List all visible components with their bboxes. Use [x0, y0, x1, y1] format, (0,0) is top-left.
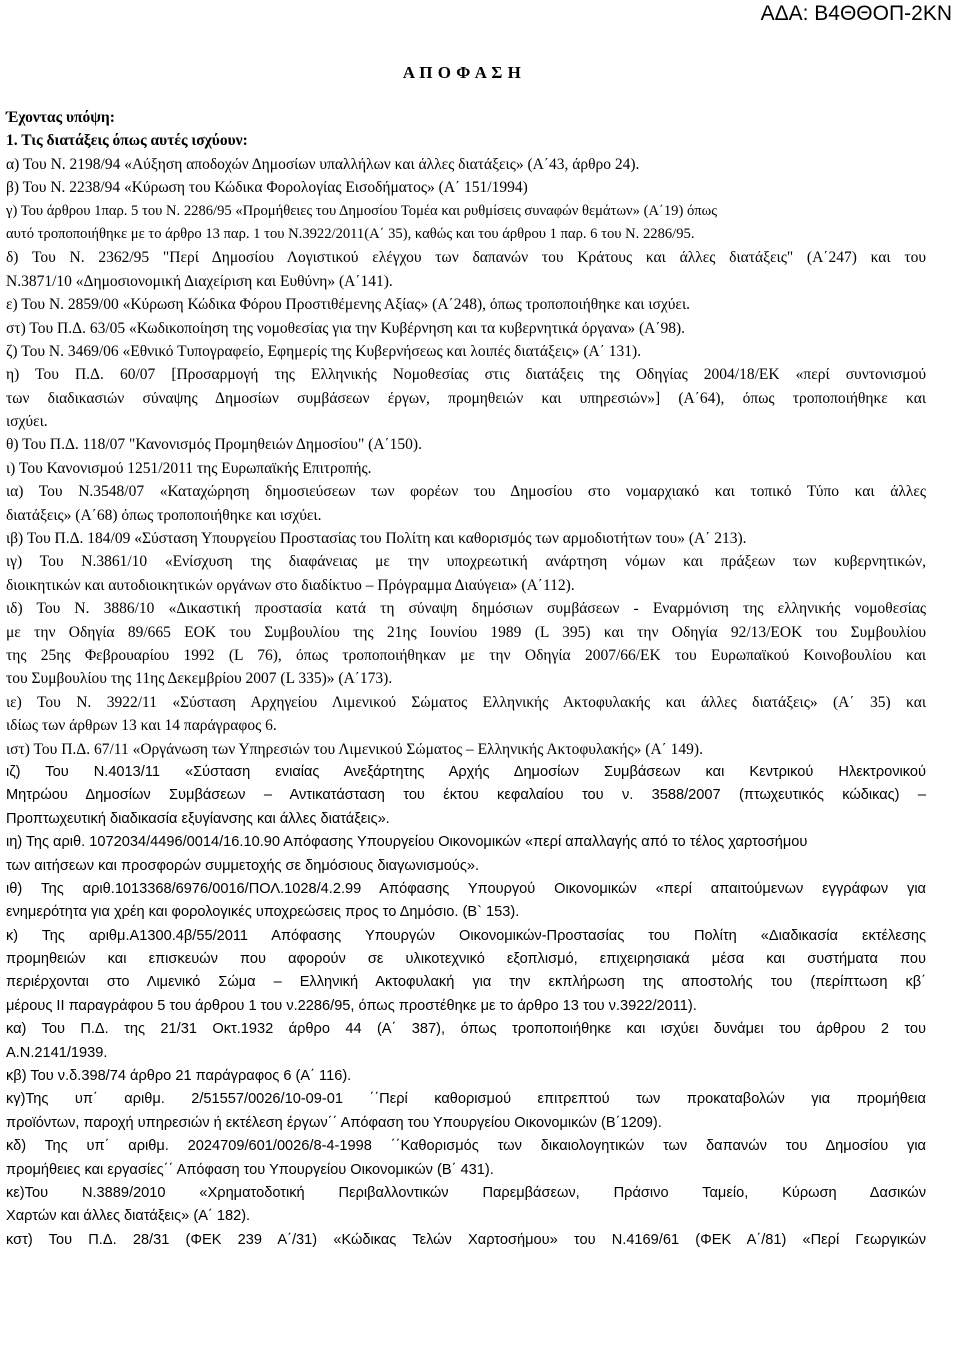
document-body	[6, 106, 926, 1252]
document-line: Έχοντας υπόψη:	[6, 109, 115, 126]
document-line: κγ)Της υπ΄ αριθμ. 2/51557/0026/10-09-01 ΄΄Περί καθορισμού επιτρεπτού των προκαταβολών για προμήθεια	[6, 1091, 926, 1108]
document-line: διατάξεις» (Α΄68) όπως τροποποιήθηκε και ισχύει.	[6, 506, 322, 524]
document-line: στ) Του Π.Δ. 63/05 «Κωδικοποίηση της νομοθεσίας για την Κυβέρνηση και τα κυβερνητικά όργανα» (Α΄98).	[6, 319, 686, 337]
document-line: Μητρώου Δημοσίων Συμβάσεων – Αντικατάσταση του έκτου κεφαλαίου του ν. 3588/2007 (πτωχευτικός κώδικας) –	[6, 787, 926, 804]
document-line: ιστ) Του Π.Δ. 67/11 «Οργάνωση των Υπηρεσιών του Λιμενικού Σώματος – Ελληνικής Ακτοφυλακής» (Α΄ 149).	[6, 740, 703, 758]
document-line: α) Του Ν. 2198/94 «Αύξηση αποδοχών Δημοσίων υπαλλήλων και άλλες διατάξεις» (Α΄43, άρθρο 24).	[6, 155, 640, 173]
document-line: κε)Του Ν.3889/2010 «Χρηματοδοτική Περιβαλλοντικών Παρεμβάσεων, Πράσινο Ταμείο, Κύρωση Δασικών	[6, 1184, 926, 1201]
document-line: ιβ) Του Π.Δ. 184/09 «Σύσταση Υπουργείου Προστασίας του Πολίτη και καθορισμός των αρμοδιοτήτων του» (Α΄ 213).	[6, 530, 747, 548]
document-line: η) Του Π.Δ. 60/07 [Προσαρμογή της Ελληνικής Νομοθεσίας στις διατάξεις της Οδηγίας 2004/18/ΕΚ «περί συντονισμού	[6, 366, 926, 384]
document-line: του Συμβουλίου της 11ης Δεκεμβρίου 2007 (L 335)» (Α΄173).	[6, 670, 393, 688]
document-line: ιδ) Του Ν. 3886/10 «Δικαστική προστασία κατά τη σύναψη δημόσιων συμβάσεων - Εναρμόνιση της ελληνικής νομοθεσίας	[6, 600, 926, 618]
document-line: ιζ) Του Ν.4013/11 «Σύσταση ενιαίας Ανεξάρτητης Αρχής Δημοσίων Συμβάσεων και Κεντρικού Ηλεκτρονικού	[6, 763, 926, 780]
document-line: κ) Της αριθμ.Α1300.4β/55/2011 Απόφασης Υπουργών Οικονομικών-Προστασίας του Πολίτη «Διαδικασία εκτέλεσης	[6, 927, 926, 944]
document-line: κστ) Του Π.Δ. 28/31 (ΦΕΚ 239 Α΄/31) «Κώδικας Τελών Χαρτοσήμου» του Ν.4169/61 (ΦΕΚ Α΄/81) «Περί Γεωργικών	[6, 1231, 926, 1248]
document-line: προμηθειών και επισκευών που αφορούν σε υλικοτεχνικό εξοπλισμό, επιχειρησιακά μέσα και συστήματα που	[6, 951, 926, 968]
document-line: ιε) Του Ν. 3922/11 «Σύσταση Αρχηγείου Λιμενικού Σώματος Ελληνικής Ακτοφυλακής και άλλες διατάξεις» (Α΄ 35) και	[6, 693, 926, 711]
document-line: προμήθειες και εργασίες΄΄ Απόφαση του Υπουργείου Οικονομικών (Β΄ 431).	[6, 1161, 494, 1178]
ada-code: ΑΔΑ: Β4ΘΘΟΠ-2ΚΝ	[760, 2, 952, 25]
document-line: αυτό τροποποιήθηκε με το άρθρο 13 παρ. 1 του Ν.3922/2011(Α΄ 35), καθώς και του άρθρου 1 παρ. 6 του Ν. 2286/95.	[6, 225, 695, 242]
document-line: των αιτήσεων και προσφορών συμμετοχής σε δημόσιους διαγωνισμούς».	[6, 857, 480, 874]
document-line: ιδίως των άρθρων 13 και 14 παράγραφος 6.	[6, 717, 277, 735]
document-line: ενημερότητα για χρέη και φορολογικές υποχρεώσεις προς το Δημόσιο. (Β` 153).	[6, 904, 520, 921]
document-line: ι) Του Κανονισμού 1251/2011 της Ευρωπαϊκής Επιτροπής.	[6, 459, 372, 477]
document-line: Α.Ν.2141/1939.	[6, 1044, 108, 1061]
document-line: μέρους ΙΙ παραγράφου 5 του άρθρου 1 του ν.2286/95, όπως προστέθηκε με το άρθρο 13 του ν.3922/2011).	[6, 997, 697, 1014]
document-line: των διαδικασιών σύναψης Δημοσίων συμβάσεων έργων, προμηθειών και υπηρεσιών»] (Α΄64), όπως τροποποιήθηκε και	[6, 389, 926, 407]
document-line: Προπτωχευτική διαδικασία εξυγίανσης και άλλες διατάξεις».	[6, 810, 390, 827]
document-line: ια) Του Ν.3548/07 «Καταχώρηση δημοσιεύσεων των φορέων του Δημοσίου στο νομαρχιακό και τοπικό Τύπο και άλλες	[6, 483, 926, 501]
document-line: κα) Του Π.Δ. της 21/31 Οκτ.1932 άρθρο 44 (Α΄ 387), όπως τροποποιήθηκε και ισχύει δυνάμει του άρθρου 2 του	[6, 1021, 926, 1038]
document-line: θ) Του Π.Δ. 118/07 "Κανονισμός Προμηθειών Δημοσίου" (Α΄150).	[6, 436, 422, 454]
document-line: με την Οδηγία 89/665 ΕΟΚ του Συμβουλίου της 21ης Ιουνίου 1989 (L 395) και την Οδηγία 92/13/ΕΟΚ του Συμβουλίου	[6, 623, 926, 641]
document-line: ιη) Της αριθ. 1072034/4496/0014/16.10.90 Απόφασης Υπουργείου Οικονομικών «περί απαλλαγής από το τέλος χαρτοσήμου	[6, 834, 808, 851]
document-line: γ) Του άρθρου 1παρ. 5 του Ν. 2286/95 «Προμήθειες του Δημοσίου Τομέα και ρυθμίσεις συναφών θεμάτων» (Α΄19) όπως	[6, 202, 718, 219]
document-line: κβ) Του ν.δ.398/74 άρθρο 21 παράγραφος 6 (Α΄ 116).	[6, 1068, 352, 1085]
document-line: ε) Του Ν. 2859/00 «Κύρωση Κώδικα Φόρου Προστιθέμενης Αξίας» (Α΄248), όπως τροποποιήθηκε και ισχύει.	[6, 296, 690, 314]
document-line: ζ) Του Ν. 3469/06 «Εθνικό Τυπογραφείο, Εφημερίς της Κυβερνήσεως και λοιπές διατάξεις» (Α΄ 131).	[6, 342, 642, 360]
document-line: ιγ) Του Ν.3861/10 «Ενίσχυση της διαφάνειας με την υποχρεωτική ανάρτηση νόμων και πράξεων των κυβερνητικών,	[6, 553, 926, 571]
document-line: β) Του Ν. 2238/94 «Κύρωση του Κώδικα Φορολογίας Εισοδήματος» (Α΄ 151/1994)	[6, 179, 528, 197]
document-line: διοικητικών και αυτοδιοικητικών οργάνων στο διαδίκτυο – Πρόγραμμα Διαύγεια» (Α΄112).	[6, 576, 575, 594]
document-line: Ν.3871/10 «Δημοσιονομική Διαχείριση και Ευθύνη» (Α΄141).	[6, 272, 393, 290]
document-line: ιθ) Της αριθ.1013368/6976/0016/ΠΟΛ.1028/4.2.99 Απόφασης Υπουργού Οικονομικών «περί απαιτούμενων εγγράφων για	[6, 880, 926, 897]
document-line: προϊόντων, παροχή υπηρεσιών ή εκτέλεση έργων΄΄ Απόφαση του Υπουργείου Οικονομικών (Β΄1209).	[6, 1114, 662, 1131]
document-line: της 25ης Φεβρουαρίου 1992 (L 76), όπως τροποποιήθηκαν με την Οδηγία 2007/66/ΕΚ του Ευρωπαϊκού Κοινοβουλίου και	[6, 646, 926, 664]
decision-title: Α Π Ο Φ Α Σ Η	[402, 63, 522, 82]
document-line: κδ) Της υπ΄ αριθμ. 2024709/601/0026/8-4-1998 ΄΄Καθορισμός των δικαιολογητικών των δαπανών του Δημοσίου για	[6, 1138, 926, 1155]
document-line: 1. Τις διατάξεις όπως αυτές ισχύουν:	[6, 132, 248, 150]
document-line: δ) Του Ν. 2362/95 "Περί Δημοσίου Λογιστικού ελέγχου των δαπανών του Κράτους και άλλες διατάξεις" (Α΄247) και του	[6, 249, 926, 267]
document-line: περιέρχονται στο Λιμενικό Σώμα – Ελληνική Ακτοφυλακή για την εκπλήρωση της αποστολής του (περίπτωση κβ΄	[6, 974, 926, 991]
document-line: ισχύει.	[6, 413, 48, 431]
document-line: Χαρτών και άλλες διατάξεις» (Α΄ 182).	[6, 1208, 251, 1225]
